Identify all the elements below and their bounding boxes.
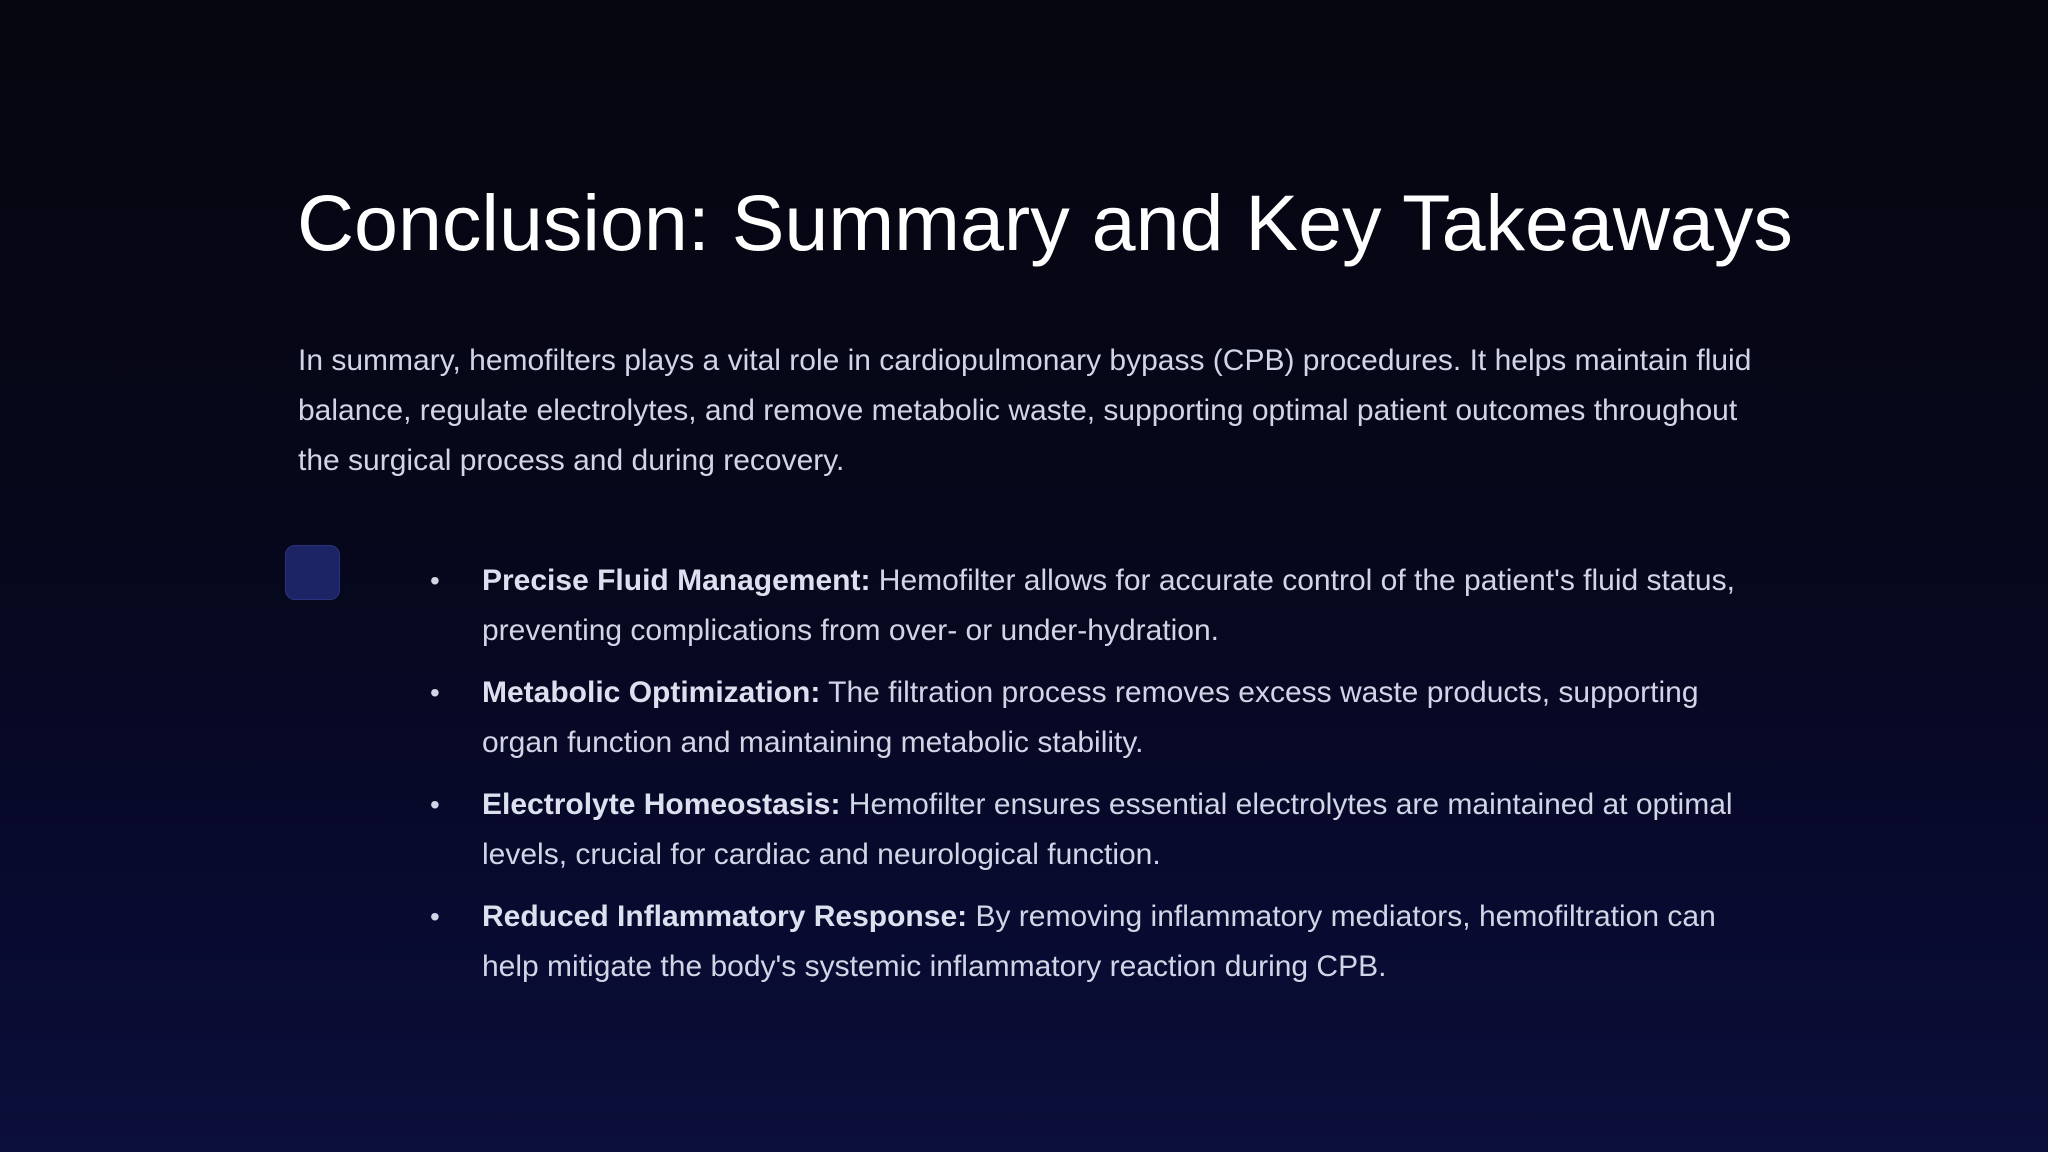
bullet-label: Reduced Inflammatory Response: [482, 900, 968, 933]
bullet-text: The filtration process removes excess waste products, supporting organ function and maintaining metabolic stability. [482, 676, 1699, 759]
bullet-icon: • [430, 565, 440, 596]
bullet-icon: • [430, 677, 440, 708]
list-item [430, 780, 1760, 880]
list-item [430, 668, 1760, 768]
bullet-text: By removing inflammatory mediators, hemofiltration can help mitigate the body's systemic inflammatory reaction during CPB. [482, 900, 1716, 983]
takeaways-list [430, 556, 1760, 1004]
slide-title: Conclusion: Summary and Key Takeaways [297, 178, 1793, 267]
bullet-text: Hemofilter allows for accurate control of the patient's fluid status, preventing complications from over- or under-hydration. [482, 564, 1735, 647]
intro-paragraph: In summary, hemofilters plays a vital role in cardiopulmonary bypass (CPB) procedures. It helps maintain fluid balance, regulate electrolytes, and remove metabolic waste, supporting optimal patient outcomes throughout the surgical process and during recovery. [298, 344, 1752, 477]
bullet-text: Hemofilter ensures essential electrolytes are maintained at optimal levels, crucial for cardiac and neurological function. [482, 788, 1733, 871]
rounded-square-icon [285, 545, 340, 600]
bullet-icon: • [430, 901, 440, 932]
bullet-label: Precise Fluid Management: [482, 564, 871, 597]
bullet-icon: • [430, 789, 440, 820]
list-item [430, 892, 1760, 992]
list-item [430, 556, 1760, 656]
bullet-label: Metabolic Optimization: [482, 676, 821, 709]
bullet-label: Electrolyte Homeostasis: [482, 788, 841, 821]
